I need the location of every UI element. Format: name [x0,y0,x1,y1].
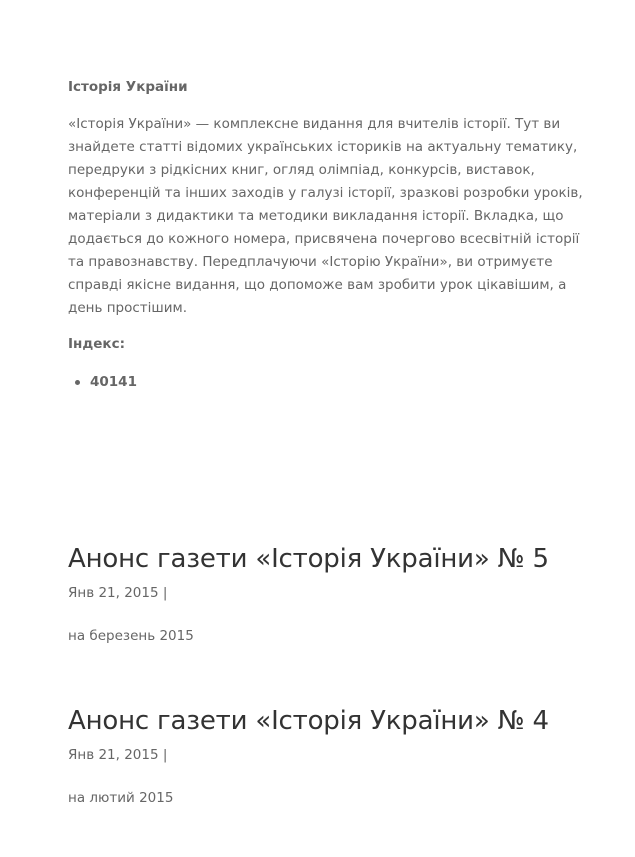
index-value: 40141 [90,374,137,390]
post-item [68,541,608,645]
meta-separator: | [162,585,168,601]
post-excerpt: на березень 2015 [68,628,194,644]
post-date: Янв 21, 2015 [68,585,159,601]
index-item [68,373,137,391]
index-label: Індекс: [68,336,125,352]
post-item [68,703,608,807]
post-title-link[interactable]: Анонс газети «Історія України» № 4 [68,706,549,736]
post-date: Янв 21, 2015 [68,747,159,763]
post-meta [68,584,608,602]
widget-title: Історія України [68,79,188,95]
index-list [68,373,137,391]
bullet-icon [75,380,80,385]
widget-description: «Історія України» — комплексне видання для вчителів історії. Тут ви знайдете статті відомих українських істориків на актуальну тематику, передруки з рідкісних книг, огляд олімпіад, конкурсів, виставок, конференцій та інших заходів у галузі історії, зразкові розробки уроків, матеріали з дидактики та методики викладання історії. Вкладка, що додається до кожного номера, присвячена почергово всесвітній історії та правознавству. Передплачуючи «Історію України», ви отримуєте справді якісне видання, що допоможе вам зробити урок цікавішим, а день простішим. [68,116,583,316]
post-excerpt: на лютий 2015 [68,790,174,806]
post-title-link[interactable]: Анонс газети «Історія України» № 5 [68,544,549,574]
post-meta [68,746,608,764]
meta-separator: | [162,747,168,763]
